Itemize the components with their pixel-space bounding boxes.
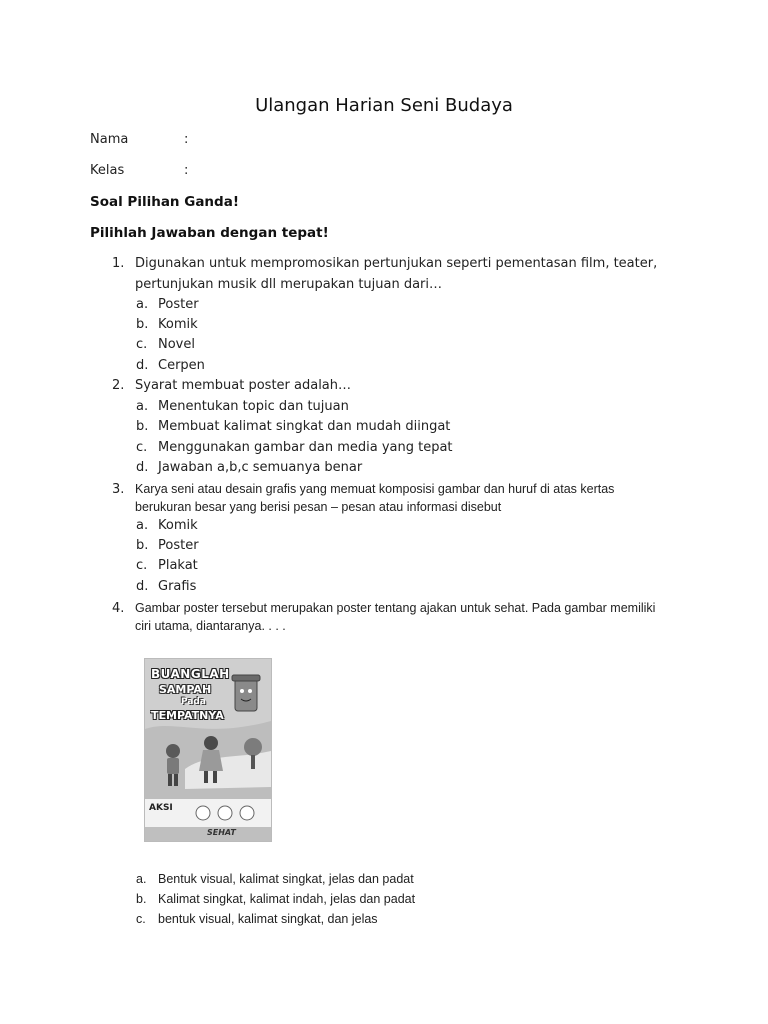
poster-text-line2: SAMPAH bbox=[159, 683, 212, 696]
question-text: Digunakan untuk mempromosikan pertunjukan seperti pementasan film, teater, pertunjukan musik dll merupakan tujuan dari… bbox=[135, 256, 658, 292]
question-text: Karya seni atau desain grafis yang memuat komposisi gambar dan huruf di atas kertas berukuran besar yang berisi pesan – pesan atau informasi disebut bbox=[135, 482, 615, 514]
option-4c bbox=[136, 909, 378, 930]
question-text: Gambar poster tersebut merupakan poster tentang ajakan untuk sehat. Pada gambar memiliki ciri utama, diantaranya. . . . bbox=[135, 601, 656, 633]
option-letter: d. bbox=[136, 579, 149, 594]
section-instruction: Pilihlah Jawaban dengan tepat! bbox=[90, 225, 329, 241]
poster-image bbox=[144, 658, 272, 842]
option-letter: c. bbox=[136, 912, 146, 926]
option-text: Menggunakan gambar dan media yang tepat bbox=[158, 440, 453, 455]
option-text: Cerpen bbox=[158, 358, 205, 373]
option-text: Poster bbox=[158, 297, 199, 312]
poster-text-line1: BUANGLAH bbox=[151, 667, 230, 681]
question-2 bbox=[112, 376, 672, 397]
option-letter: b. bbox=[136, 892, 147, 906]
question-1 bbox=[112, 254, 672, 295]
option-letter: d. bbox=[136, 460, 149, 475]
option-text: Novel bbox=[158, 337, 195, 352]
name-field bbox=[90, 132, 188, 147]
option-text: Grafis bbox=[158, 579, 197, 594]
option-letter: d. bbox=[136, 358, 149, 373]
option-letter: a. bbox=[136, 872, 147, 886]
option-1b bbox=[136, 315, 198, 336]
option-letter: c. bbox=[136, 337, 148, 352]
option-1c bbox=[136, 335, 195, 356]
option-text: Kalimat singkat, kalimat indah, jelas dan padat bbox=[158, 892, 416, 906]
option-text: Komik bbox=[158, 518, 198, 533]
option-2a bbox=[136, 397, 349, 418]
option-3b bbox=[136, 536, 199, 557]
option-4b bbox=[136, 889, 415, 910]
option-3c bbox=[136, 556, 198, 577]
option-text: Menentukan topic dan tujuan bbox=[158, 399, 349, 414]
option-text: Poster bbox=[158, 538, 199, 553]
question-number: 1. bbox=[112, 256, 125, 271]
question-text: Syarat membuat poster adalah… bbox=[135, 378, 352, 393]
poster-text-line4: TEMPATNYA bbox=[151, 709, 224, 722]
option-letter: c. bbox=[136, 558, 148, 573]
class-separator: : bbox=[184, 163, 189, 178]
option-3a bbox=[136, 516, 198, 537]
option-letter: b. bbox=[136, 538, 149, 553]
poster-footer-text: AKSI bbox=[149, 803, 173, 813]
option-letter: b. bbox=[136, 317, 149, 332]
option-text: Bentuk visual, kalimat singkat, jelas dan padat bbox=[158, 872, 414, 886]
option-letter: a. bbox=[136, 518, 149, 533]
class-field bbox=[90, 163, 188, 178]
class-label: Kelas bbox=[90, 163, 125, 178]
option-2d bbox=[136, 458, 362, 479]
question-number: 4. bbox=[112, 601, 125, 616]
option-2b bbox=[136, 417, 450, 438]
name-label: Nama bbox=[90, 132, 129, 147]
option-letter: a. bbox=[136, 297, 149, 312]
question-number: 3. bbox=[112, 482, 125, 497]
option-text: Jawaban a,b,c semuanya benar bbox=[158, 460, 363, 475]
page-title: Ulangan Harian Seni Budaya bbox=[255, 95, 513, 116]
option-text: bentuk visual, kalimat singkat, dan jelas bbox=[158, 912, 378, 926]
option-text: Plakat bbox=[158, 558, 198, 573]
option-letter: a. bbox=[136, 399, 149, 414]
option-3d bbox=[136, 577, 196, 598]
option-letter: c. bbox=[136, 440, 148, 455]
option-1d bbox=[136, 356, 205, 377]
question-number: 2. bbox=[112, 378, 125, 393]
question-3 bbox=[112, 480, 672, 516]
option-4a bbox=[136, 869, 414, 890]
question-4 bbox=[112, 599, 672, 635]
section-heading-multiple-choice: Soal Pilihan Ganda! bbox=[90, 194, 239, 210]
poster-text-line3: Pada bbox=[181, 697, 206, 707]
option-2c bbox=[136, 438, 453, 459]
option-text: Komik bbox=[158, 317, 198, 332]
option-text: Membuat kalimat singkat dan mudah diingat bbox=[158, 419, 451, 434]
name-separator: : bbox=[184, 132, 189, 147]
option-letter: b. bbox=[136, 419, 149, 434]
poster-bottom-text: SEHAT bbox=[207, 828, 236, 837]
option-1a bbox=[136, 295, 199, 316]
